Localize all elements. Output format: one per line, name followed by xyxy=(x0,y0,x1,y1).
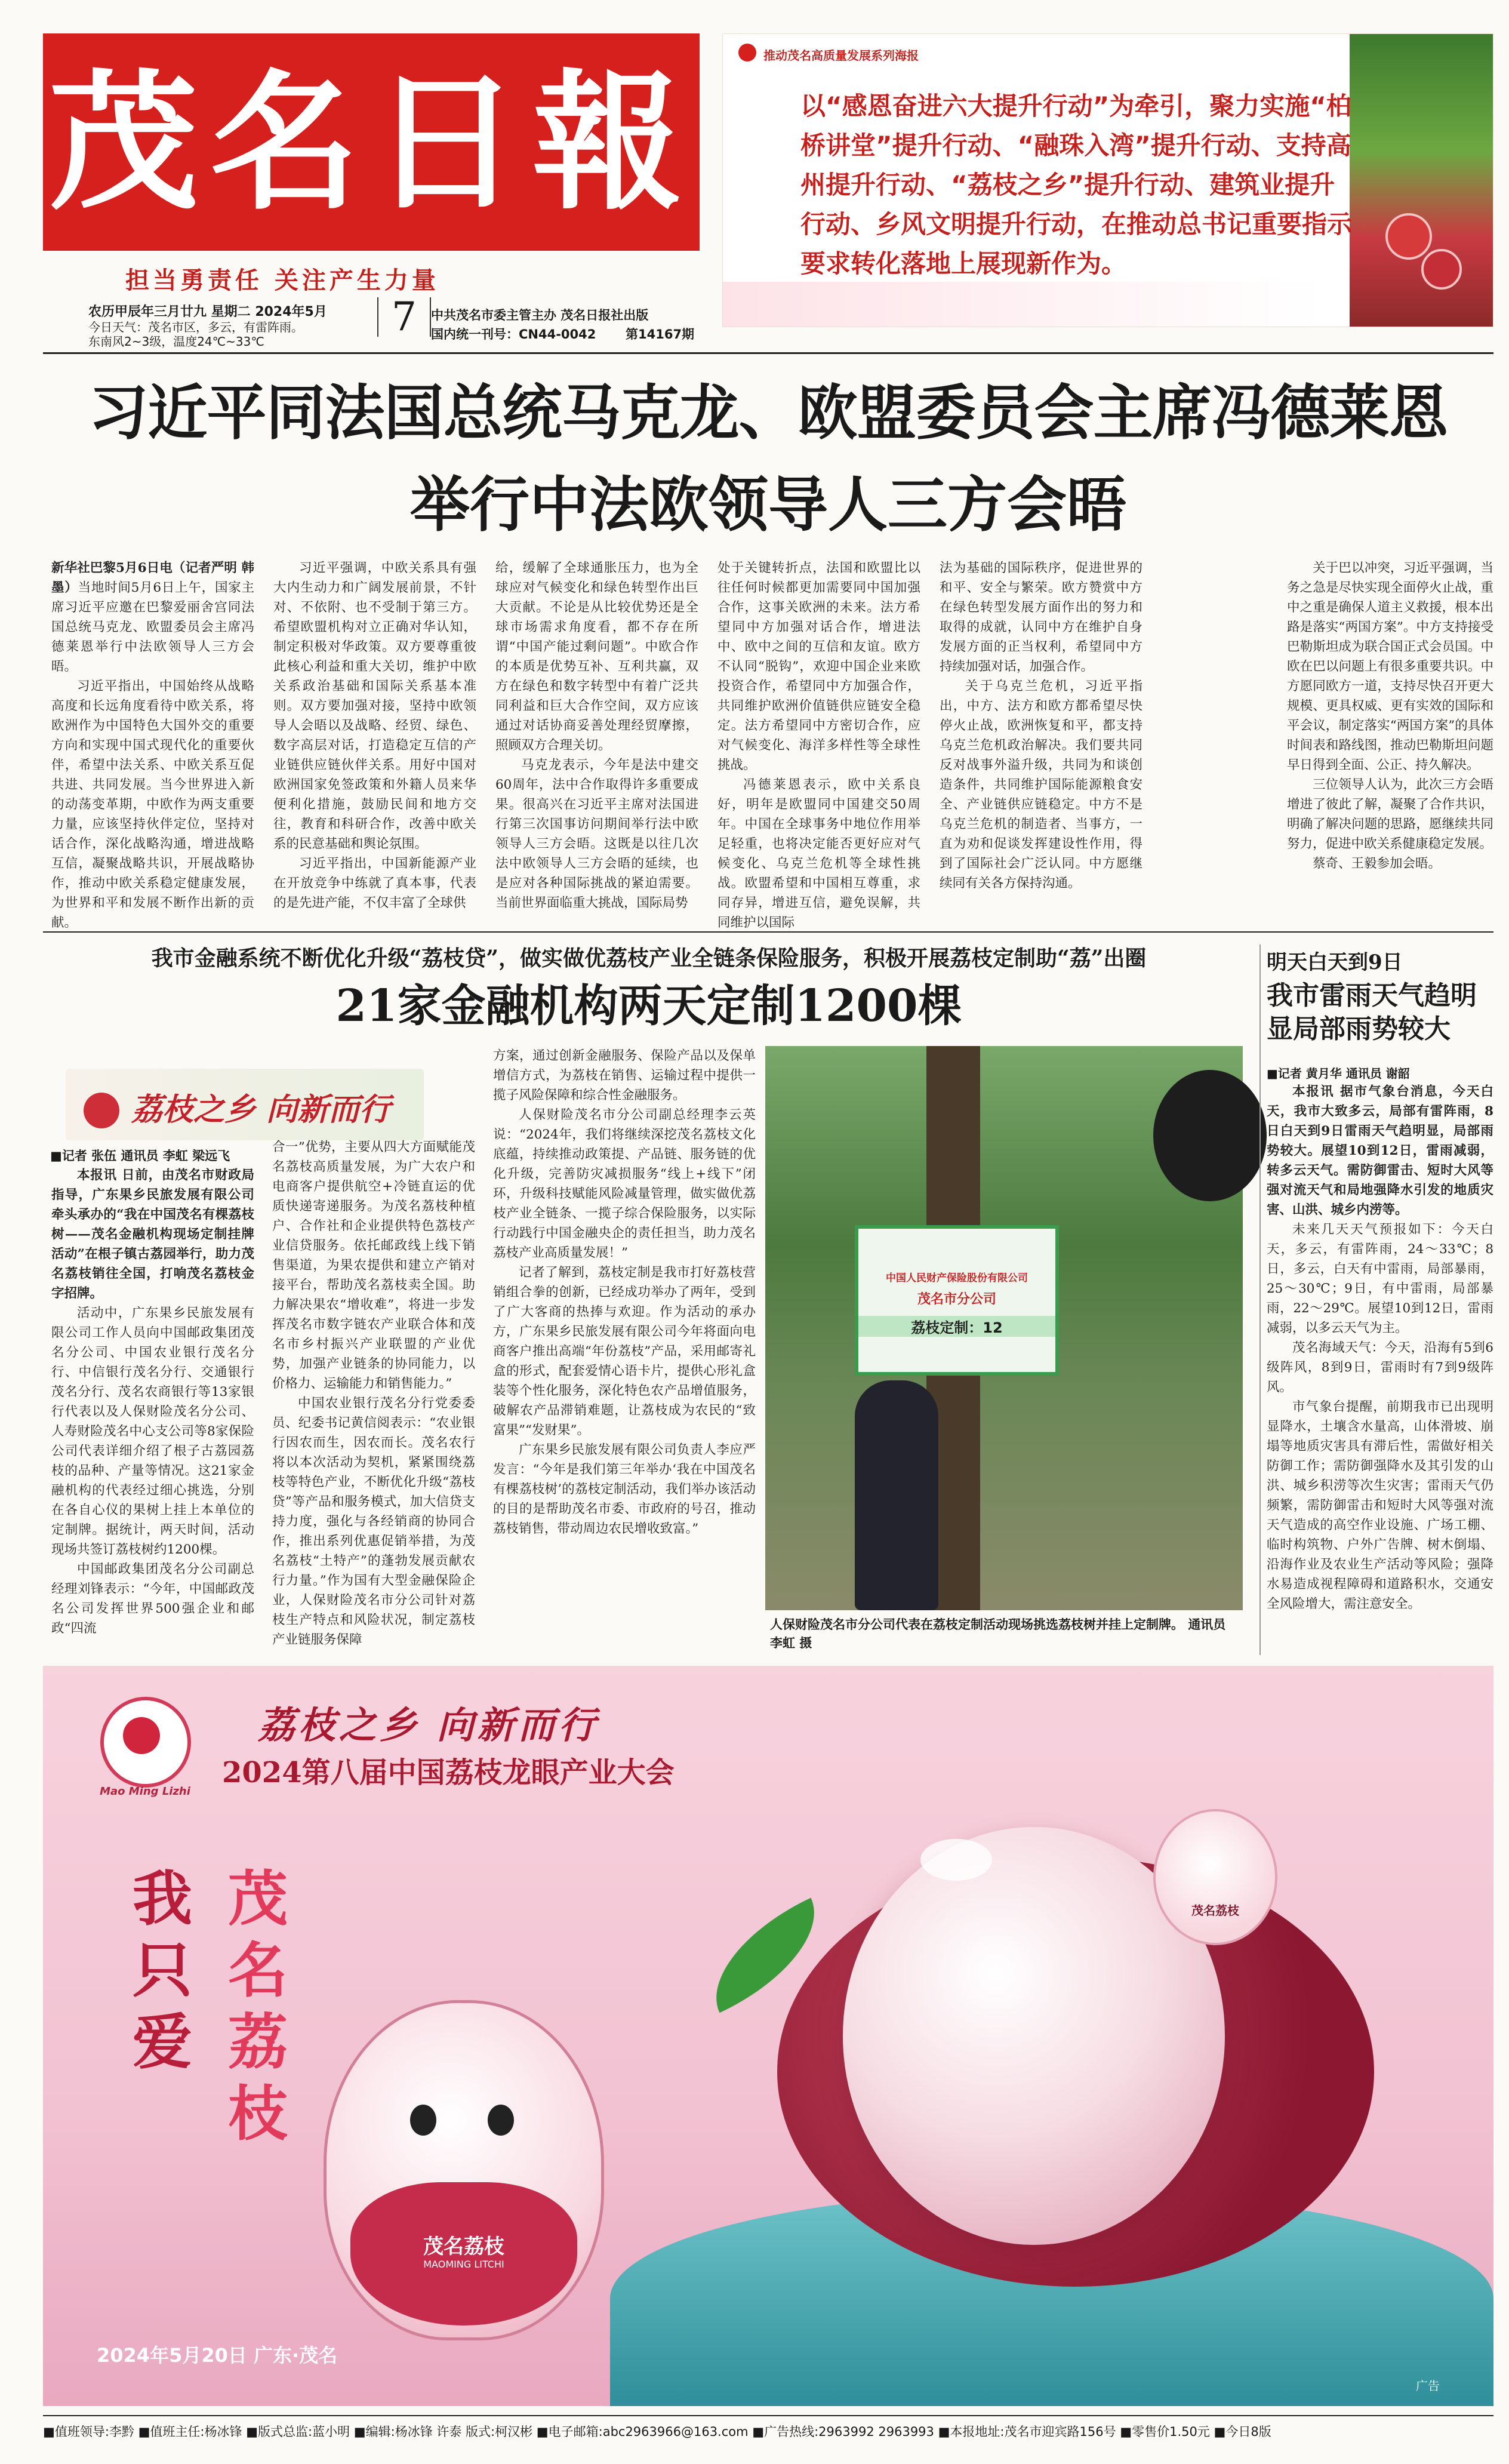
sign-line-2: 茂名市分公司 xyxy=(917,1292,996,1307)
ad-date: 2024年5月20日 广东·茂名 xyxy=(97,2344,338,2367)
logo-box xyxy=(43,33,700,251)
lychee-icon xyxy=(1385,213,1432,260)
lychee-icon xyxy=(1421,249,1462,290)
ad-logo-text: Mao Ming Lizhi xyxy=(100,1785,190,1798)
weather-byline: ■记者 黄月华 通讯员 谢韶 xyxy=(1267,1066,1410,1081)
mascot-small-tag: 茂名荔枝 xyxy=(1191,1903,1239,1918)
series-logo-text: 荔枝之乡 向新而行 xyxy=(131,1091,391,1128)
banner-kicker: 推动茂名高质量发展系列海报 xyxy=(763,48,919,63)
divider xyxy=(43,352,1493,354)
series-logo xyxy=(66,1069,424,1140)
weather-today: 今日天气：茂名市区，多云，有雷阵雨。 xyxy=(88,320,303,334)
ad-title-2: 2024第八届中国荔枝龙眼产业大会 xyxy=(222,1756,675,1789)
sponsor: 中共茂名市委主管主办 茂名日报社出版 xyxy=(431,308,649,322)
weather-col: 本报讯 据市气象台消息，今天白天，我市大致多云，局部有雷阵雨，8日白天到9日雷雨天气趋明显，局部雨势较大。展望10到12日，雷雨减弱，转多云天气。需防御雷击、短时大风等强对流天气和局地强降水引发的地质灾害、山洪、城乡内涝等。 未来几天天气预报如下：今天白天，多云，有雷阵雨，24～33℃；8日，多云，白天有中雷雨，局部暴雨，25～30℃；9日，有中雷雨，局部暴雨，22～29℃。展望10到12日，雷雨减弱，以多云天气为主。 茂名海域天气：今天，沿海有5到6级阵风，8到9日，雷雨时有7到9级阵风。 市气象台提醒，前期我市已出现明显降水，土壤含水量高，山体滑坡、崩塌等地质灾害具有滞后性，需做好相关防御工作；需防御强降水及其引发的山洪、城乡积涝等次生灾害；雷雨天气仍频繁，需防御雷击和短时大风等强对流天气造成的高空作业设施、广场工棚、临时构筑物、户外广告牌、树木倒塌、沿海作业及农业生产活动等风险；强降水易造成视程障碍和道路积水，交通安全风险增大，需注意安全。 xyxy=(1267,1084,1493,1611)
lychee-tree-art xyxy=(1350,34,1493,327)
lead-col-3: 给，缓解了全球通胀压力，也为全球应对气候变化和绿色转型作出巨大贡献。不论是从比较优势还是全球市场需求角度看，都不存在所谓“中国产能过剩问题”。中欧合作的本质是优势互补、互利共赢，双方在绿色和数字转型中有着广泛共同利益和巨大合作空间，双方应该通过对话协商妥善处理经贸摩擦，照顾双方合理关切。 马克龙表示，今年是法中建交60周年，法中合作取得许多重要成果。很高兴在习近平主席对法国进行第三次国事访问期间举行法中欧领导人三方会晤。这既是以往几次法中欧领导人三方会晤的延续，也是应对各种国际挑战的紧迫需要。当前世界面临重大挑战，国际局势 xyxy=(495,561,698,910)
lychee-icon xyxy=(123,1717,160,1754)
banner-text: 以“感恩奋进六大提升行动”为牵引，聚力实施“柏桥讲堂”提升行动、“融珠入湾”提升行动、支持高州提升行动、“荔枝之乡”提升行动、建筑业提升行动、乡风文明提升行动，在推动总书记重要指示要求转化落地上展现新作为。 xyxy=(800,91,1353,278)
weather-kicker: 明天白天到9日 xyxy=(1267,950,1403,974)
photo-caption: 人保财险茂名市分公司代表在荔枝定制活动现场挑选荔枝树并挂上定制牌。 通讯员 李虹 摄 xyxy=(770,1617,1226,1650)
lead-col-6: 关于巴以冲突，习近平强调，当务之急是尽快实现全面停火止战，重中之重是确保人道主义救援，根本出路是落实“两国方案”。中方支持接受巴勒斯坦成为联合国正式会员国。中欧在巴以问题上有很多重要共识。中方愿同欧方一道，支持尽快召开更大规模、更具权威、更有实效的国际和平会议，制定落实“两国方案”的具体时间表和路线图，推动巴勒斯坦问题早日得到全面、公正、持久解决。 三位领导人认为，此次三方会晤增进了彼此了解，凝聚了合作共识，明确了解决问题的思路，愿继续共同努力，促进中欧关系健康稳定发展。 蔡奇、王毅参加会晤。 xyxy=(1287,561,1493,871)
newspaper-logo: 茂名日報 xyxy=(49,54,694,230)
mascot-eye xyxy=(410,2105,436,2136)
ad-slogan-b: 茂名荔枝 xyxy=(228,1863,288,2149)
ad-title-1: 荔枝之乡 向新而行 xyxy=(258,1703,599,1747)
lychee-col-2: 合一”优势，主要从四大方面赋能茂名荔枝高质量发展，为广大农户和电商客户提供航空+冷链直运的优质快递寄递服务。为茂名荔枝种植户、合作社和企业提供特色荔枝产业信贷服务。依托邮政线上线下销售渠道，为果农提供和建立产销对接平台，帮助茂名荔枝卖全国。助力解决果农“增收难”，将进一步发挥茂名市数字链农产业联合体和茂名市乡村振兴产业联盟的产业优势，加强产业链条的协同能力，以价格力、运输能力和销售能力。” 中国农业银行茂名分行党委委员、纪委书记黄信阅表示：“农业银行因农而生，因农而长。茂名农行将以本次活动为契机，紧紧围绕荔枝等特色产业，不断优化升级“荔枝贷”等产品和服务模式，加大信贷支持力度，强化与各经销商的协同合作，推出系列优惠促销举措，为茂名荔枝“土特产”的蓬勃发展贡献农行力量。”作为国有大型金融保险企业，人保财险茂名市分公司针对荔枝生产特点和风险状况，制定荔枝产业链服务保障 xyxy=(272,1140,475,1647)
promo-banner xyxy=(722,33,1493,327)
lychee-icon xyxy=(84,1093,119,1128)
lychee-headline: 21家金融机构两天定制1200棵 xyxy=(335,980,962,1032)
news-photo xyxy=(765,1046,1243,1610)
weather-wind: 东南风2~3级，温度24℃~33℃ xyxy=(88,334,264,349)
sign-line-1: 中国人民财产保险股份有限公司 xyxy=(886,1272,1028,1284)
lead-headline-1: 习近平同法国总统马克龙、欧盟委员会主席冯德莱恩 xyxy=(88,377,1448,448)
issn: 国内统一刊号：CN44-0042 xyxy=(431,327,596,342)
lychee-col-3: 方案，通过创新金融服务、保险产品以及保单增信方式，为荔枝在销售、运输过程中提供一揽子风险保障和综合性金融服务。 人保财险茂名市分公司副总经理李云英说：“2024年，我们将继续深挖茂名荔枝文化底蕴，持续推动政策提、产品链、服务链的优化升级，完善防灾减损服务“线上+线下”闭环，升级科技赋能风险减量管理，做实做优荔枝产业全链条、一揽子综合保险服务，以实际行动践行中国金融央企的责任担当，助力茂名荔枝产业高质量发展！” 记者了解到，荔枝定制是我市打好荔枝营销组合拳的创新，已经成功举办了两年，受到了广大客商的热捧与欢迎。作为活动的承办方，广东果乡民旅发展有限公司今年将面向电商客户推出高端“年份荔枝”产品，采用邮寄礼盒的形式，配套爱情心语卡片，提供心形礼盒装等个性化服务，深化特色农产品增值服务，破解农产品滞销难题，让荔枝成为农民的“致富果”“发财果”。 广东果乡民旅发展有限公司负责人李应严发言：“今年是我们第三年举办‘我在中国茂名有棵荔枝树’的荔枝定制活动，我们举办该活动的目的是帮助茂名市委、市政府的号召，推动荔枝销售，带动周边农民增收致富。” xyxy=(493,1048,756,1536)
mascot-big xyxy=(324,2000,604,2340)
lead-headline-2: 举行中法欧领导人三方会晤 xyxy=(410,469,1126,540)
lychee-byline: ■记者 张伍 通讯员 李虹 梁远飞 xyxy=(50,1149,230,1163)
issue-number: 第14167期 xyxy=(626,327,695,342)
mascot-small xyxy=(1153,1809,1277,1945)
footer-info: ■值班领导:李黔 ■值班主任:杨冰锋 ■版式总监:蓝小明 ■编辑:杨冰锋 许泰 版式:柯汉彬 ■电子邮箱:abc2963966@163.com ■广告热线:2963992 2963993 ■本报地址:茂名市迎宾路156号 ■零售价1.50元 ■今日8版 xyxy=(43,2425,1271,2439)
custom-sign xyxy=(855,1225,1059,1376)
sign-line-3: 荔枝定制：12 xyxy=(858,1316,1055,1337)
woman-figure xyxy=(855,1380,938,1610)
banner-deco-bottom xyxy=(723,282,1320,327)
lead-col-2: 习近平强调，中欧关系具有强大内生动力和广阔发展前景，不针对、不依附、也不受制于第三方。希望欧盟机构对立正确对华认知，制定积极对华政策。双方要尊重彼此核心利益和重大关切，维护中欧关系政治基础和国际关系基本准则。双方要加强对接，坚持中欧领导人会晤以及战略、经贸、绿色、数字高层对话，打造稳定互信的产业链供应链伙伴关系。用好中国对欧洲国家免签政策和外籍人员来华便利化措施，鼓励民间和地方交往，教育和科研合作，改善中欧关系的民意基础和舆论氛围。 习近平指出，中国新能源产业在开放竞争中练就了真本事，代表的是先进产能，不仅丰富了全球供 xyxy=(273,561,476,910)
mascot-sub: MAOMING LITCHI xyxy=(423,2259,504,2270)
date-lunar: 农历甲辰年三月廿九 星期二 2024年5月 xyxy=(88,304,327,319)
ad-tag: 广告 xyxy=(1416,2379,1440,2393)
mascot-eye xyxy=(488,2105,514,2136)
lychee-kicker: 我市金融系统不断优化升级“荔枝贷”，做实做优荔枝产业全链条保险服务，积极开展荔枝定制助“荔”出圈 xyxy=(151,946,1147,971)
masthead xyxy=(0,0,1509,349)
column-divider xyxy=(1259,945,1261,1655)
slogan: 担当勇责任 关注产生力量 xyxy=(125,266,439,294)
divider xyxy=(43,931,1493,933)
lead-col-4: 处于关键转折点，法国和欧盟比以往任何时候都更加需要同中国加强合作，这事关欧洲的未来。法方希望同中方加强对话合作，增进法中、欧中之间的互信和友谊。欧方不认同“脱钩”，欢迎中国企业来欧投资合作，希望同中方加强合作，共同维护欧洲价值链供应链安全稳定。法方希望同中方密切合作，应对气候变化、海洋多样性等全球性挑战。 冯德莱恩表示，欧中关系良好，明年是欧盟同中国建交50周年。中国在全球事务中地位作用举足轻重，也将决定能否更好应对气候变化、乌克兰危机等全球性挑战。欧盟希望和中国相互尊重，求同存异，增进互信，避免误解，共同维护以国际 xyxy=(717,561,920,930)
weather-headline: 我市雷雨天气趋明显局部雨势较大 xyxy=(1267,980,1477,1044)
divider xyxy=(43,2415,1493,2416)
mascot-tag: 茂名荔枝 xyxy=(423,2235,504,2259)
lead-col-1: 新华社巴黎5月6日电（记者严明 韩墨）当地时间5月6日上午，国家主席习近平应邀在巴黎爱丽舍宫同法国总统马克龙、欧盟委员会主席冯德莱恩举行中法欧领导人三方会晤。 习近平指出，中国始终从战略高度和长远角度看待中欧关系，将欧洲作为中国特色大国外交的重要方向和实现中国式现代化的重要伙伴，希望中法关系、中欧关系互促共进、共同发展。当今世界进入新的动荡变革期，中欧作为两支重要力量，应该坚持伙伴定位，坚持对话合作，深化战略沟通，增进战略互信，凝聚战略共识，开展战略协作，推动中欧关系稳定健康发展，为世界和平和发展不断作出新的贡献。 xyxy=(51,561,254,930)
camera-lens xyxy=(1153,1070,1267,1201)
ad-slogan-a: 我只爱 xyxy=(133,1863,192,2077)
water-drop xyxy=(920,1839,992,1881)
lychee-fair-ad xyxy=(43,1666,1493,2406)
lead-col-5: 法为基础的国际秩序，促进世界的和平、安全与繁荣。欧方赞赏中方在绿色转型发展方面作出的努力和取得的成就，认同中方在维护自身发展方面的正当权利，希望同中方持续加强对话，加强合作。 关于乌克兰危机，习近平指出，中方、法方和欧方都希望尽快停火止战，欧洲恢复和平，都支持乌克兰危机政治解决。我们要共同反对战事外溢升级，共同为和谈创造条件，共同维护国际能源粮食安全、产业链供应链稳定。中方不是乌克兰危机的制造者、当事方，一直为劝和促谈发挥建设性作用，得到了国际社会广泛认同。中方愿继续同有关各方保持沟通。 xyxy=(940,561,1142,891)
lead-byline: 新华社巴黎5月6日电（记者严明 韩墨） xyxy=(51,561,254,595)
badge-icon xyxy=(738,44,756,61)
lychee-col-1: 本报讯 日前，由茂名市财政局指导，广东果乡民旅发展有限公司牵头承办的“我在中国茂名有棵荔枝树——茂名金融机构现场定制挂牌活动”在根子镇古荔园举行，助力茂名荔枝销往全国，打响茂名荔枝金字招牌。 活动中，广东果乡民旅发展有限公司工作人员向中国邮政集团茂名分公司、中国农业银行茂名分行、中信银行茂名分行、交通银行茂名分行、茂名农商银行等13家银行代表以及人保财险茂名分公司、人寿财险茂名中心支公司等8家保险公司代表详细介绍了根子古荔园荔枝的品种、产量等情况。这21家金融机构的代表经过细心挑选，分别在各自心仪的果树上挂上本单位的定制牌。据统计，两天时间，活动现场共签订荔枝树约1200棵。 中国邮政集团茂名分公司副总经理刘锋表示：“今年，中国邮政茂名公司发挥世界500强企业和邮政“四流 xyxy=(51,1168,254,1636)
day-number: 7 xyxy=(377,297,431,337)
